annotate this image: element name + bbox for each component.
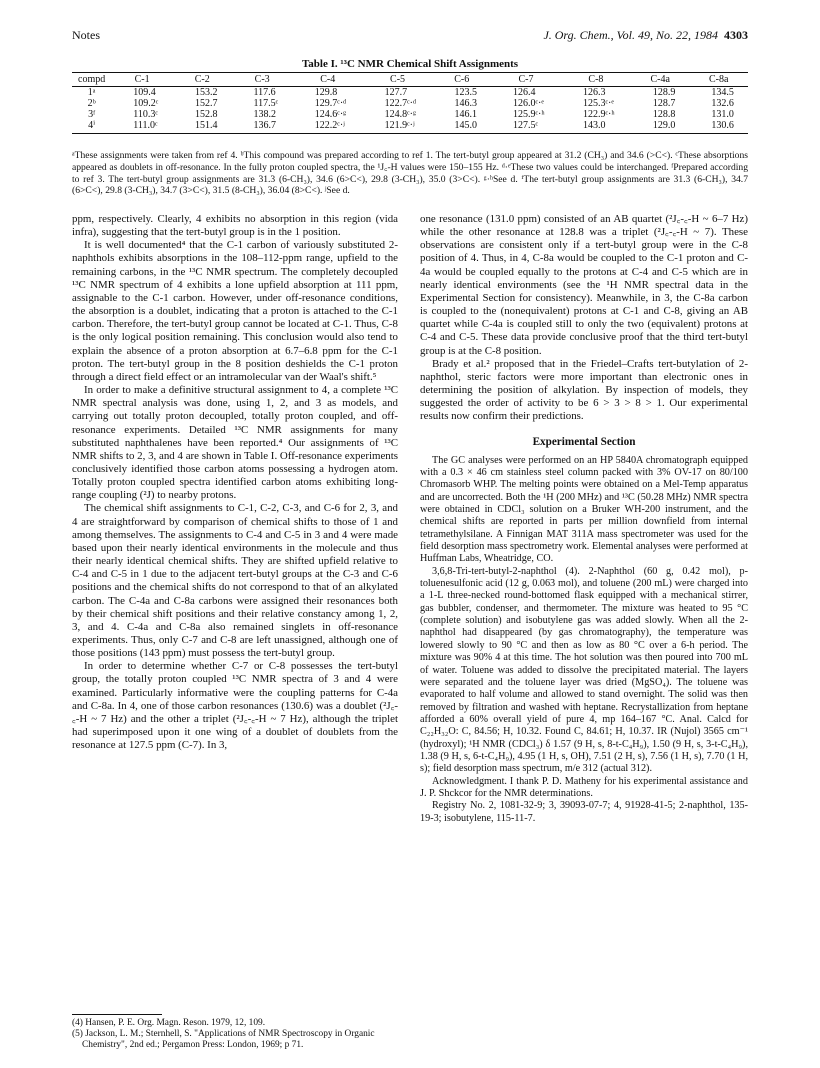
body-paragraph: ppm, respectively. Clearly, 4 exhibits no absorption in this region (vida infra), suggesting that the tert-butyl group is in the 1 position.	[72, 213, 398, 239]
table-cell: 132.6	[711, 98, 734, 109]
nmr-shift-table	[72, 72, 748, 134]
experimental-section-heading: Experimental Section	[532, 435, 636, 448]
table-cell: 122.9ᶜ·ʰ	[582, 109, 615, 120]
table-row	[72, 87, 748, 99]
acknowledgment: Acknowledgment. I thank P. D. Matheny for his experimental assistance and J. P. Shckcor for the NMR determinations.	[420, 775, 748, 799]
column-header: C-3	[232, 73, 293, 87]
table-cell: 136.7	[232, 120, 293, 134]
table-cell: 146.3	[454, 98, 477, 109]
table-cell: 138.2	[253, 109, 277, 120]
section-label: Notes	[72, 28, 100, 42]
body-paragraph: It is well documented⁴ that the C-1 carbon of variously substituted 2-naphthols exhibits absorptions in the 108–112-ppm range, upfield to the remaining carbons, in the ¹³C NMR spectrum. The completely decoupled ¹³C NMR spectrum of 4 exhibits a lone upfield absorption at 111 ppm, assignable to the C-1 carbon. However, under off-resonance conditions, the absorption is a doublet, indicating that a proton is attached to the C-1 carbon. Therefore, the tert-butyl group cannot be located at C-1. Thus, C-8 is the only logical position remaining. This conclusion would also tend to explain the absence of a proton absorption at 6.7–6.8 ppm for the C-1 proton. The tert-butyl group in the 8 position deshields the C-1 proton through a direct field effect or an intramolecular van der Waal's shift.⁵	[72, 239, 398, 383]
journal-citation	[543, 28, 748, 43]
body-paragraph: Brady et al.² proposed that in the Friedel–Crafts tert-butylation of 2-naphthol, steric factors were more important than electronic ones in determining the position of alkylation. By inspection of models, they suggested the order of activity to be 6 > 3 > 8 > 1. Our experimental results now confirm their predictions.	[420, 357, 748, 423]
table-cell: 3ᶠ	[88, 109, 96, 120]
table-cell: 126.4	[512, 87, 536, 98]
table-footnotes: ᵃThese assignments were taken from ref 4. ᵇThis compound was prepared according to ref 1. The tert-butyl group appeared at 31.2 (CH₃) and 34.6 (>C<). ᶜThese absorptions appeared as doublets in off-resonance. In the fully proton coupled spectra, the ¹J꜀-H values were 150–155 Hz. ᵈ·ᵉThese two values could be interchanged. ᶠPrepared according to ref 3. The tert-butyl group assignments are 31.3 (6-CH₃), 34.6 (6>C<), 29.8 (3-CH₃), 35.0 (3>C<). ᵍ·ʰSee d. ⁱThe tert-butyl group assignments are 31.3 (6-CH₃), 34.7 (6>C<), 29.8 (3-CH₃), 34.7 (3>C<), 31.5 (8-CH₃), 36.04 (8>C<). ʲSee d.	[72, 150, 748, 197]
table-cell: 129.7ᶜ·ᵈ	[314, 98, 347, 109]
table-cell: 131.0	[711, 109, 734, 120]
table-cell: 124.8ᶜ·ᵍ	[384, 109, 417, 120]
column-header: C-2	[173, 73, 232, 87]
table-cell: 129.8	[314, 87, 338, 98]
table-cell: 117.5ᶜ	[253, 98, 279, 109]
table-cell: 128.9	[652, 87, 676, 98]
table-cell: 126.3	[582, 87, 606, 98]
table-cell: 123.5	[454, 87, 477, 98]
table-cell: 143.0	[561, 120, 631, 134]
table-cell: 109.2ᶜ	[133, 98, 159, 109]
column-header: C-4	[293, 73, 363, 87]
table-header-row	[72, 73, 748, 87]
column-header: C-4a	[631, 73, 690, 87]
running-header	[72, 28, 748, 46]
table-row	[72, 109, 748, 120]
table-row	[72, 98, 748, 109]
table-cell: 127.7	[384, 87, 408, 98]
experimental-paragraph: The GC analyses were performed on an HP 5840A chromatograph equipped with a 0.3 × 46 cm stainless steel column packed with 3% OV-17 on 80/100 Chromasorb WHP. The melting points were obtained on a Mel-Temp apparatus and are uncorrected. Both the ¹H (200 MHz) and ¹³C (50.28 MHz) NMR spectra were obtained in CDCl₃ solution on a Bruker WH-200 instrument, and the chemical shifts are reported in parts per million downfield from internal tetramethylsilane. A Finnigan MAT 311A mass spectrometer was used for the field desorption mass spectrometry work. Elemental analyses were performed at Huffman Labs, Wheatridge, CO.	[420, 454, 748, 565]
column-header: C-7	[491, 73, 561, 87]
column-header: C-6	[432, 73, 491, 87]
table-row	[72, 120, 748, 134]
column-header: C-5	[363, 73, 433, 87]
table-cell: 122.7ᶜ·ᵈ	[384, 98, 417, 109]
table-cell: 153.2	[195, 87, 218, 98]
table-cell: 127.5ᶜ	[491, 120, 561, 134]
footnotes	[72, 1018, 398, 1052]
synthesis-paragraph: 3,6,8-Tri-tert-butyl-2-naphthol (4). 2-Naphthol (60 g, 0.42 mol), p-toluenesulfonic acid (12 g, 0.063 mol), and toluene (200 mL) were charged into a 1-L three-necked round-bottomed flask equipped with a mechanical stirrer, gas bubbler, condenser, and thermometer. The mixture was heated to 95 °C (complete solution) and isobutylene gas was added slowly. When all the 2-naphthol had disappeared (by gas chromatography), the temperature was lowered slowly to 90 °C and then as low as 80 °C over a 6-h period. The mixture was 90% 4 at this time. The hot solution was then poured into 700 mL of water. Toluene was added to dissolve the precipitated material. The layers were separated and the toluene layer was dried (MgSO₄). The toluene was evaporated to half volume and allowed to stand overnight. The solid was then removed by filtration and washed with heptane. Recrystallization from heptane afforded a 60% overall yield of pure 4, mp 164–167 °C. Anal. Calcd for C₂₂H₃₂O: C, 84.56; H, 10.32. Found C, 84.61; H, 10.37. IR (Nujol) 3565 cm⁻¹ (hydroxyl); ¹H NMR (CDCl₃) δ 1.57 (9 H, s, 8-t-C₄H₉), 1.50 (9 H, s, 3-t-C₄H₉), 1.38 (9 H, s, 6-t-C₄H₉), 4.95 (1 H, s, OH), 7.51 (2 H, s), 7.56 (1 H, s), 7.70 (1 H, s); field desorption mass spectrum, m/e 312 (actual 312).	[420, 565, 748, 775]
table-cell: 125.9ᶜ·ʰ	[512, 109, 545, 120]
right-column	[420, 213, 748, 825]
footnote: (5) Jackson, L. M.; Sternhell, S. "Applications of NMR Spectroscopy in Organic Chemistry", 2nd ed.; Pergamon Press: London, 1969; p 71.	[72, 1029, 375, 1051]
page-number: 4303	[724, 28, 748, 42]
table-cell: 4ⁱ	[72, 120, 111, 134]
table-cell: 1ᵃ	[87, 87, 96, 98]
body-paragraph: In order to make a definitive structural assignment to 4, a complete ¹³C NMR spectral analysis was done, using 1, 2, and 3 as models, and carrying out totally proton decoupled, totally proton coupled, and off-resonance experiments. Detailed ¹³C NMR assignments for many substituted naphthalenes have been reported.⁴ Our assignments of ¹³C NMR shifts to 2, 3, and 4 are shown in Table I. Off-resonance experiments conclusively identified those carbon atoms possessing a hydrogen atom. Totally proton coupled spectra identified carbon atoms exhibiting long-range coupling (²J) to nearby protons.	[72, 384, 398, 502]
body-paragraph: one resonance (131.0 ppm) consisted of an AB quartet (²J꜀-꜀-H ~ 6–7 Hz) while the other resonance at 128.8 was a triplet (²J꜀-꜀-H ~ 7). These observations are consistent only if a tert-butyl group were in the C-8 position of 4. Thus, in 4, C-8a would be coupled to the C-1 proton and C-4a would be coupled equally to the protons at C-4 and C-5 which are in nearly identical environments (see the ¹H NMR spectral data in the Experimental Section for consistency). Meanwhile, in 3, the C-8a carbon is coupled to the (nonequivalent) protons at C-1 and C-8, giving an AB quartet while C-4a is coupled still to only the two (equivalent) protons at C-4 and C-5. These data provide conclusive proof that the third tert-butyl group is at the C-8 position.	[420, 213, 748, 357]
table-cell: 152.7	[195, 98, 218, 109]
table-cell: 128.8	[652, 109, 676, 120]
registry-numbers: Registry No. 2, 1081-32-9; 3, 39093-07-7; 4, 91928-41-5; 2-naphthol, 135-19-3; isobutylene, 115-11-7.	[420, 800, 748, 824]
table-cell: 124.6ᶜ·ᵍ	[314, 109, 347, 120]
footnote-divider	[72, 1014, 162, 1015]
table-cell: 128.7	[652, 98, 676, 109]
table-cell: 2ᵇ	[87, 98, 96, 109]
table-cell: 152.8	[195, 109, 218, 120]
footnote: (4) Hansen, P. E. Org. Magn. Reson. 1979, 12, 109.	[72, 1018, 266, 1028]
table-cell: 125.3ᶜ·ᵉ	[582, 98, 614, 109]
table-cell: 117.6	[253, 87, 276, 98]
table-cell: 111.0ᶜ	[111, 120, 173, 134]
column-header: C-1	[111, 73, 173, 87]
column-header: C-8	[561, 73, 631, 87]
body-paragraph: In order to determine whether C-7 or C-8 possesses the tert-butyl group, the totally proton coupled ¹³C NMR spectra of 3 and 4 were examined. Particularly informative were the coupling patterns for C-4a and C-8a. In 4, one of those carbon resonances (130.6) was a doublet (²J꜀-꜀-H ~ 7 Hz) and the other a triplet (²J꜀-꜀-H ~ 7 Hz), although the triplet had superimposed upon it one wing of a doublet of doublets from the resonance at 127.5 ppm (C-7). In 3,	[72, 660, 398, 752]
body-paragraph: The chemical shift assignments to C-1, C-2, C-3, and C-6 for 2, 3, and 4 are straightforward by comparison of chemical shifts to those of 1 and among themselves. The assignments to C-4 and C-5 in 3 and 4 were made based upon their nearly identical environments in the molecule and thus their nearly identical chemical shifts. They are shifted upfield relative to C-4 and C-5 in 1 due to the adjacent tert-butyl groups at the C-3 and C-6 positions and the chemical shifts do not correspond to that of an alkylated carbon. The C-4a and C-8a carbons were assigned their resonances both by their chemical shift positions and their relative constancy among 1, 2, 3, and 4. C-4a and C-8a also remained singlets in off-resonance experiments. Thus, only C-7 and C-8 are left unassigned, although one of those positions (143 ppm) must possess the tert-butyl group.	[72, 502, 398, 660]
table-cell: 110.3ᶜ	[133, 109, 158, 120]
column-header: C-8a	[689, 73, 748, 87]
column-header: compd	[72, 73, 111, 87]
left-column	[72, 213, 398, 752]
table-cell: 121.9ᶜ·ʲ	[363, 120, 433, 134]
table-cell: 109.4	[133, 87, 156, 98]
experimental-section	[420, 455, 748, 825]
table-cell: 151.4	[173, 120, 232, 134]
table-title: Table I. ¹³C NMR Chemical Shift Assignments	[301, 58, 519, 70]
table-cell: 129.0	[631, 120, 690, 134]
table-cell: 122.2ᶜ·ʲ	[293, 120, 363, 134]
table-cell: 146.1	[454, 109, 477, 120]
table-cell: 145.0	[432, 120, 491, 134]
journal-name: J. Org. Chem., Vol. 49, No. 22, 1984	[543, 28, 718, 42]
table-cell: 130.6	[689, 120, 748, 134]
table-cell: 134.5	[711, 87, 734, 98]
table-cell: 126.0ᶜ·ᵉ	[512, 98, 544, 109]
